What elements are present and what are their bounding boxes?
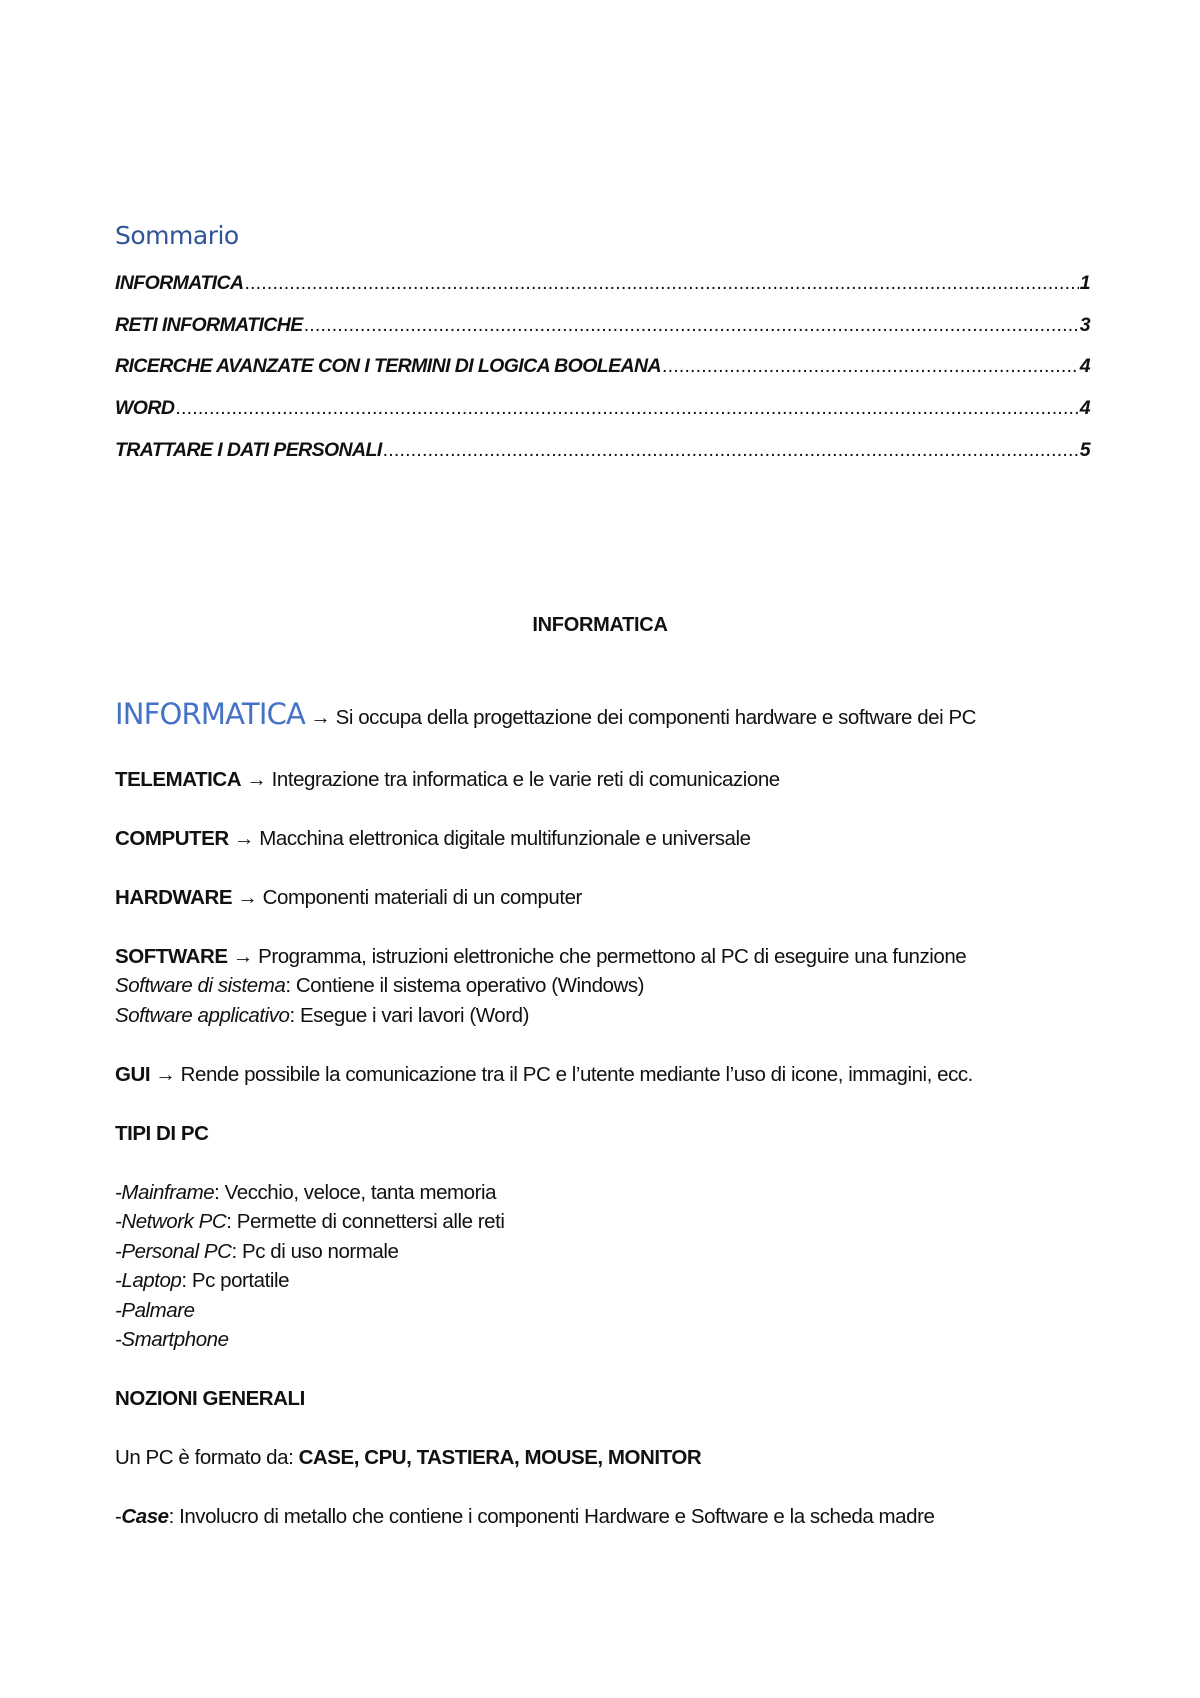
- list-item: [115, 1237, 1115, 1267]
- arrow-icon: →: [237, 885, 258, 909]
- term: TELEMATICA: [115, 767, 242, 791]
- subheading-nozioni-generali: NOZIONI GENERALI: [115, 1387, 305, 1410]
- toc-entry-ricerche-avanzate[interactable]: [115, 355, 1090, 397]
- list-item: [115, 1178, 1115, 1208]
- pc-parts-text: CASE, CPU, TASTIERA, MOUSE, MONITOR: [298, 1446, 702, 1469]
- spacer: [115, 912, 1115, 942]
- toc-dot-leader: [383, 439, 1079, 462]
- definition-gui: [115, 1060, 1115, 1090]
- arrow-icon: →: [246, 767, 267, 791]
- toc-title: Sommario: [115, 221, 239, 250]
- definition-text: Programma, istruzioni elettroniche che permettono al PC di eseguire una funzione: [252, 944, 967, 968]
- toc-entry-reti-informatiche[interactable]: [115, 314, 1090, 356]
- spacer: [115, 1089, 1115, 1119]
- toc-dot-leader: [175, 397, 1078, 420]
- term: HARDWARE: [115, 885, 233, 909]
- subheading-tipi-di-pc: TIPI DI PC: [115, 1121, 209, 1145]
- toc-entry-page: 1: [1079, 272, 1090, 294]
- toc-entry-page: 4: [1079, 355, 1090, 378]
- spacer: [115, 1473, 1115, 1503]
- sub-term: Software di sistema: [115, 974, 286, 997]
- definition-telematica: [115, 765, 1115, 795]
- arrow-icon: →: [232, 944, 253, 968]
- term: Case: [121, 1505, 169, 1528]
- spacer: [115, 794, 1115, 824]
- list-item: [115, 1207, 1115, 1237]
- sub-text: : Contiene il sistema operativo (Windows): [285, 974, 644, 997]
- sub-term: Software applicativo: [115, 1003, 290, 1027]
- definition-text: Macchina elettronica digitale multifunzionale e universale: [254, 826, 751, 850]
- toc-entry-page: 4: [1079, 397, 1090, 420]
- list-item-label: -Personal PC: [115, 1239, 232, 1263]
- toc-dot-leader: [662, 355, 1079, 378]
- spacer: [115, 1355, 1115, 1385]
- sub-text: : Esegue i vari lavori (Word): [289, 1003, 529, 1027]
- arrow-icon: →: [155, 1062, 176, 1086]
- toc-entry-page: 3: [1079, 313, 1090, 336]
- term: COMPUTER: [115, 826, 229, 850]
- section-body: [115, 697, 1115, 1532]
- table-of-contents: [115, 272, 1090, 480]
- toc-entry-label: RICERCHE AVANZATE CON I TERMINI DI LOGICA BOOLEANA: [115, 355, 661, 378]
- spacer: [115, 1148, 1115, 1178]
- toc-entry-dati-personali[interactable]: [115, 439, 1090, 481]
- spacer: [115, 1414, 1115, 1444]
- list-item-text: : Permette di connettersi alle reti: [226, 1210, 505, 1233]
- pc-intro-text: Un PC è formato da:: [115, 1446, 299, 1469]
- definition-informatica: [115, 697, 1115, 733]
- software-sistema: [115, 971, 1115, 1001]
- toc-entry-page: 5: [1079, 438, 1090, 461]
- toc-entry-label: RETI INFORMATICHE: [115, 313, 303, 336]
- list-item-label: -Network PC: [115, 1210, 227, 1233]
- toc-entry-label: INFORMATICA: [115, 272, 244, 294]
- toc-dot-leader: [304, 314, 1079, 337]
- dash: -: [115, 1505, 122, 1528]
- term: SOFTWARE: [115, 944, 228, 968]
- toc-entry-label: TRATTARE I DATI PERSONALI: [115, 438, 382, 461]
- term: GUI: [115, 1062, 151, 1086]
- list-item-label: -Smartphone: [115, 1328, 229, 1351]
- spacer: [115, 853, 1115, 883]
- list-item-label: -Mainframe: [115, 1180, 215, 1204]
- arrow-icon: →: [310, 706, 331, 729]
- definition-text: Si occupa della progettazione dei componenti hardware e software dei PC: [330, 706, 977, 729]
- spacer: [115, 1030, 1115, 1060]
- definition-hardware: [115, 883, 1115, 913]
- definition-text: : Involucro di metallo che contiene i componenti Hardware e Software e la scheda madre: [168, 1505, 935, 1528]
- toc-entry-informatica[interactable]: [115, 272, 1090, 314]
- list-item: [115, 1266, 1115, 1296]
- arrow-icon: →: [233, 826, 255, 850]
- software-applicativo: [115, 1001, 1115, 1031]
- toc-entry-word[interactable]: [115, 397, 1090, 439]
- toc-dot-leader: [244, 272, 1078, 295]
- list-item-text: : Pc portatile: [181, 1269, 290, 1292]
- list-item: [115, 1325, 1115, 1355]
- definition-text: Rende possibile la comunicazione tra il PC e l’utente mediante l’uso di icone, immagini, ecc.: [175, 1062, 973, 1086]
- definition-computer: [115, 824, 1115, 854]
- list-item-text: : Pc di uso normale: [231, 1239, 399, 1263]
- definition-text: Componenti materiali di un computer: [257, 885, 582, 909]
- definition-case: [115, 1502, 1115, 1532]
- list-item-text: : Vecchio, veloce, tanta memoria: [214, 1180, 497, 1204]
- list-item-label: -Palmare: [115, 1298, 195, 1322]
- term: INFORMATICA: [115, 697, 306, 731]
- definition-software: [115, 942, 1115, 972]
- list-item: [115, 1296, 1115, 1326]
- section-heading: INFORMATICA: [532, 614, 668, 636]
- toc-entry-label: WORD: [115, 397, 175, 420]
- pc-composition: [115, 1443, 1115, 1473]
- definition-text: Integrazione tra informatica e le varie reti di comunicazione: [266, 767, 780, 791]
- list-item-label: -Laptop: [115, 1269, 182, 1292]
